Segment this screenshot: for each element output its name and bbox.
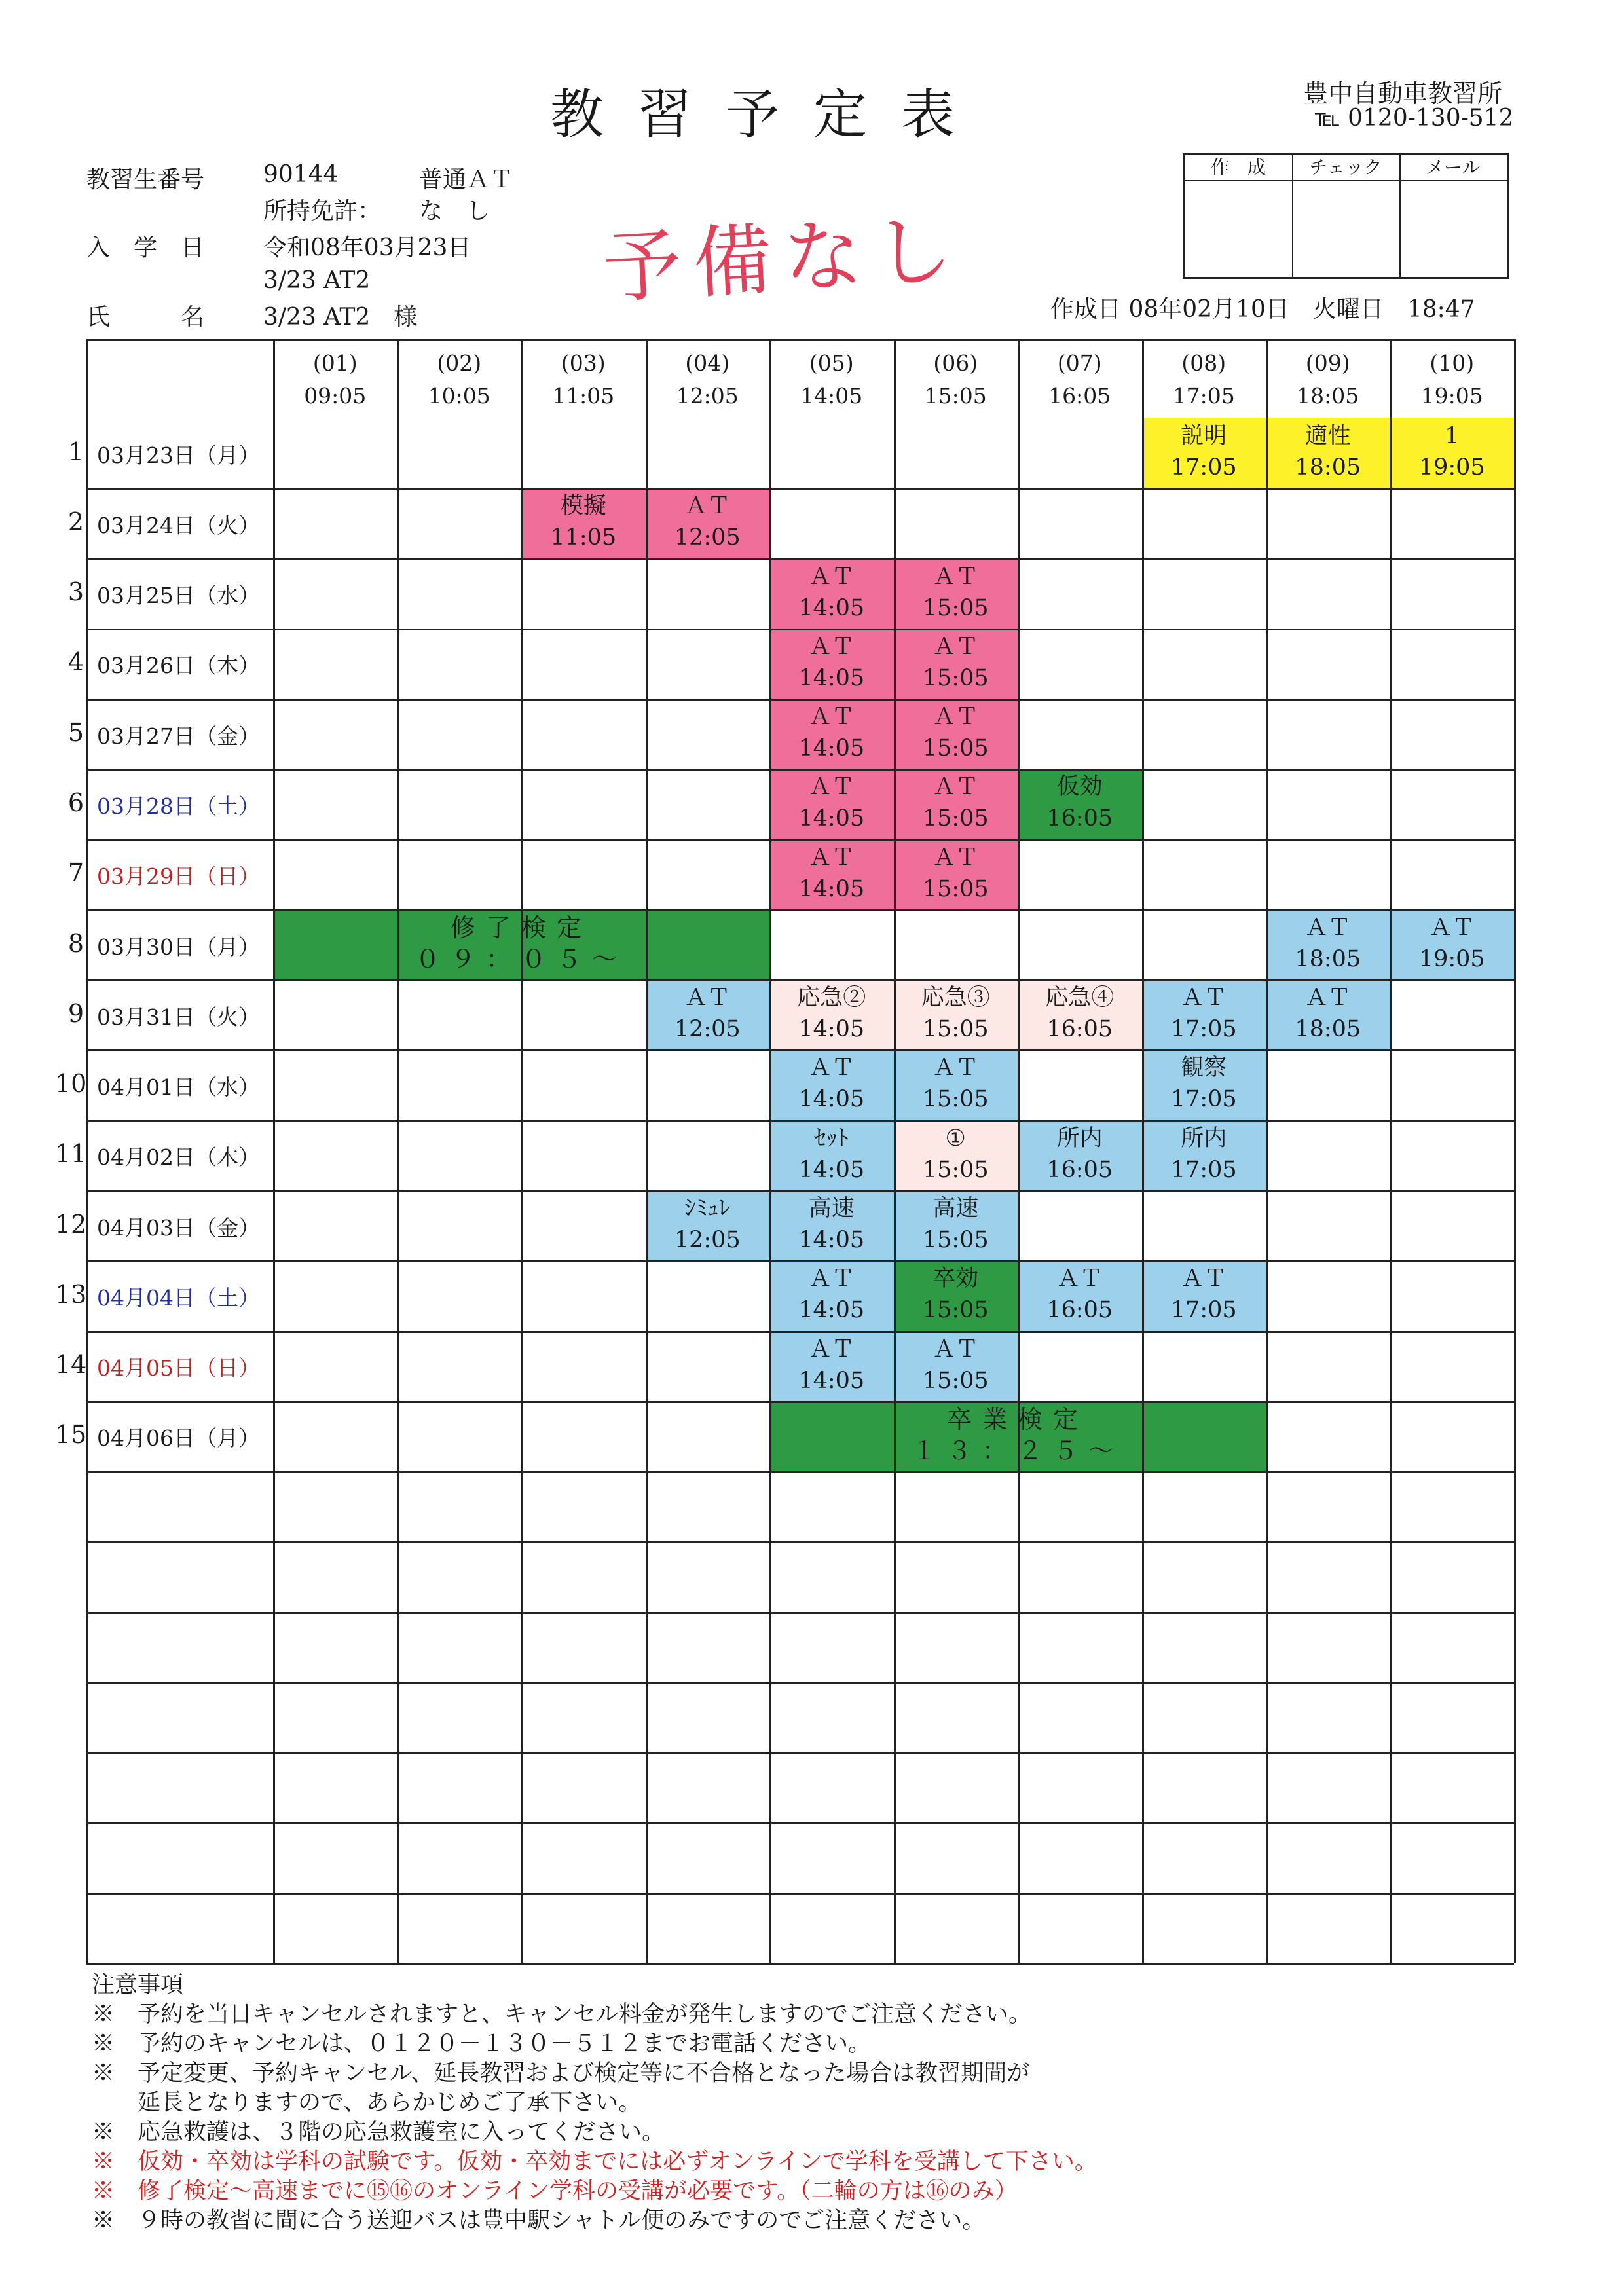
lesson-cell[interactable]: [894, 558, 1018, 629]
row-number: 8: [67, 928, 84, 958]
lesson-cell[interactable]: [894, 1190, 1018, 1260]
lesson-label: ＡＴ: [684, 493, 731, 520]
name-label: 氏 名: [86, 304, 205, 331]
lesson-time: 19:05: [1418, 945, 1485, 972]
lesson-label: ＡＴ: [932, 563, 979, 590]
period-number: (06): [933, 350, 978, 376]
lesson-label: ＡＴ: [1181, 1266, 1227, 1292]
row-number: 9: [67, 998, 84, 1028]
lesson-time: 18:05: [1295, 454, 1361, 481]
exam-title: 卒業検定: [946, 1404, 1088, 1434]
lesson-label: 説明: [1181, 423, 1227, 449]
period-header: [894, 347, 1018, 412]
lesson-time: 15:05: [922, 1156, 989, 1183]
period-time: 11:05: [552, 383, 615, 409]
period-number: (01): [312, 350, 358, 376]
row-number: 10: [55, 1069, 87, 1099]
lesson-label: 高速: [808, 1195, 855, 1222]
lesson-label: ＡＴ: [808, 844, 855, 871]
lesson-cell[interactable]: [894, 699, 1018, 769]
lesson-cell[interactable]: [1142, 979, 1266, 1049]
lesson-time: 14:05: [798, 1227, 865, 1253]
grid-line: [1266, 339, 1268, 1963]
row-number: 12: [55, 1209, 87, 1239]
period-header: [1142, 347, 1266, 412]
grid-line: [86, 629, 1514, 630]
lesson-label: 卒効: [932, 1266, 979, 1292]
row-date: 03月31日（火）: [97, 1004, 260, 1030]
row-date: 03月27日（金）: [97, 723, 260, 749]
lesson-time: 15:05: [922, 875, 989, 902]
row-date: 04月01日（水）: [97, 1074, 260, 1101]
lesson-time: 17:05: [1170, 1016, 1237, 1043]
lesson-time: 14:05: [798, 1297, 865, 1324]
period-number: (03): [561, 350, 606, 376]
lesson-cell[interactable]: [894, 629, 1018, 699]
lesson-time: 15:05: [922, 1367, 989, 1394]
note-line: ※ 応急救護は、３階の応急救護室に入ってください。: [92, 2119, 665, 2145]
lesson-time: 15:05: [922, 1297, 989, 1324]
row-date: 04月02日（木）: [97, 1144, 260, 1171]
period-number: (05): [809, 350, 854, 376]
row-date: 04月05日（日）: [97, 1355, 260, 1381]
grid-line: [894, 339, 896, 1963]
period-time: 15:05: [924, 383, 987, 409]
grid-line: [86, 1893, 1514, 1895]
lesson-cell[interactable]: [521, 488, 646, 558]
lesson-time: 14:05: [798, 875, 865, 902]
lesson-cell[interactable]: [894, 839, 1018, 909]
created-date: 作成日 08年02月10日 火曜日 18:47: [1050, 296, 1475, 323]
lesson-cell[interactable]: [894, 769, 1018, 839]
lesson-label: ｾｯﾄ: [814, 1125, 849, 1152]
period-time: 17:05: [1172, 383, 1235, 409]
period-number: (07): [1057, 350, 1102, 376]
lesson-label: 応急②: [797, 985, 866, 1011]
lesson-cell[interactable]: [1390, 909, 1515, 979]
lesson-time: 15:05: [922, 1227, 989, 1253]
lesson-label: ＡＴ: [932, 844, 979, 871]
row-number: 1: [67, 437, 84, 466]
grid-line: [86, 1471, 1514, 1473]
lesson-time: 14:05: [798, 594, 865, 621]
lesson-time: 16:05: [1046, 1016, 1113, 1043]
row-number: 15: [55, 1420, 87, 1449]
grid-line: [86, 1190, 1514, 1192]
note-line: 延長となりますので、あらかじめご了承下さい。: [92, 2090, 642, 2116]
lesson-cell[interactable]: [894, 1049, 1018, 1120]
enroll-date: 令和08年03月23日: [263, 234, 471, 261]
note-line: ※ 予約のキャンセルは、０１２０－１３０－５１２までお電話ください。: [92, 2031, 872, 2057]
note-line-caution: ※ 仮効・卒効は学科の試験です。仮効・卒効までには必ずオンラインで学科を受講して下さい。: [92, 2149, 1098, 2175]
lesson-cell[interactable]: [1018, 769, 1142, 839]
grid-line: [86, 769, 1514, 771]
grid-line: [521, 339, 523, 1963]
lesson-label: ＡＴ: [1181, 985, 1227, 1011]
lesson-cell[interactable]: [646, 1190, 770, 1260]
grid-line: [86, 1541, 1514, 1543]
lesson-time: 14:05: [798, 1367, 865, 1394]
notes-section: [92, 1971, 1098, 2236]
lesson-label: ＡＴ: [808, 704, 855, 731]
lesson-label: 1: [1445, 423, 1460, 449]
lesson-label: ｼﾐｭﾚ: [684, 1195, 731, 1222]
course-type: 普通ＡＴ: [419, 166, 514, 193]
lesson-label: ＡＴ: [932, 704, 979, 731]
period-number: (10): [1430, 350, 1475, 376]
period-time: 09:05: [304, 383, 367, 409]
grid-line: [86, 1049, 1514, 1051]
enroll-date-label: 入 学 日: [86, 234, 205, 261]
schedule-table: [55, 339, 1514, 1963]
lesson-label: 所内: [1181, 1125, 1227, 1152]
row-number: 5: [67, 718, 84, 747]
lesson-label: 応急④: [1045, 985, 1115, 1011]
school-phone: ℡ 0120-130-512: [1315, 105, 1514, 132]
period-header: [1018, 347, 1142, 412]
period-number: (02): [437, 350, 482, 376]
period-header: [521, 347, 646, 412]
row-date: 03月25日（水）: [97, 583, 260, 609]
period-header: [397, 347, 522, 412]
grid-line: [86, 979, 1514, 981]
lesson-time: 12:05: [674, 524, 741, 551]
grid-line: [86, 339, 1514, 341]
lesson-time: 14:05: [798, 805, 865, 832]
row-date: 03月28日（土）: [97, 793, 260, 819]
page-title: 教習予定表: [550, 84, 989, 146]
lesson-label: 模擬: [560, 493, 606, 520]
lesson-label: ＡＴ: [932, 774, 979, 801]
grid-line: [86, 1331, 1514, 1333]
grid-line: [86, 1401, 1514, 1403]
lesson-time: 14:05: [798, 735, 865, 762]
period-time: 12:05: [676, 383, 739, 409]
row-date: 03月29日（日）: [97, 864, 260, 890]
lesson-label: 応急③: [921, 985, 990, 1011]
note-line: ※ 予定変更、予約キャンセル、延長教習および検定等に不合格となった場合は教習期間が: [92, 2060, 1030, 2086]
lesson-label: ＡＴ: [1304, 985, 1351, 1011]
lesson-label: 適性: [1304, 423, 1351, 449]
lesson-cell[interactable]: [894, 1331, 1018, 1401]
grid-line: [86, 558, 1514, 560]
license-label: 所持免許：: [263, 198, 382, 225]
exam-title: 修了検定: [450, 913, 592, 942]
grid-line: [86, 1260, 1514, 1262]
lesson-cell[interactable]: [894, 1260, 1018, 1330]
lesson-time: 15:05: [922, 594, 989, 621]
lesson-cell[interactable]: [769, 1049, 894, 1120]
period-number: (09): [1305, 350, 1350, 376]
lesson-label: ＡＴ: [932, 633, 979, 660]
lesson-time: 14:05: [798, 1086, 865, 1113]
lesson-time: 15:05: [922, 805, 989, 832]
period-header: [769, 347, 894, 412]
row-date: 03月26日（木）: [97, 653, 260, 679]
period-time: 16:05: [1048, 383, 1111, 409]
lesson-cell[interactable]: [646, 488, 770, 558]
lesson-label: ＡＴ: [932, 1336, 979, 1362]
handwritten-note: 予備なし: [600, 204, 967, 315]
row-number: 6: [67, 788, 84, 817]
lesson-time: 15:05: [922, 735, 989, 762]
lesson-time: 19:05: [1418, 454, 1485, 481]
period-time: 10:05: [428, 383, 490, 409]
lesson-label: ＡＴ: [1429, 914, 1475, 941]
stamp-divider: [1399, 155, 1401, 277]
period-header: [1266, 347, 1390, 412]
lesson-cell[interactable]: [769, 1331, 894, 1401]
grid-line: [86, 909, 1514, 911]
student-name: 3/23 AT2 様: [263, 304, 418, 331]
row-number: 14: [55, 1350, 87, 1379]
lesson-label: 観察: [1181, 1055, 1227, 1082]
lesson-label: ＡＴ: [808, 1266, 855, 1292]
row-number: 11: [55, 1139, 87, 1169]
grid-line: [86, 839, 1514, 841]
lesson-time: 17:05: [1170, 1086, 1237, 1113]
lesson-cell[interactable]: [1142, 1049, 1266, 1120]
lesson-time: 18:05: [1295, 1016, 1361, 1043]
lesson-cell[interactable]: [769, 558, 894, 629]
lesson-label: ＡＴ: [932, 1055, 979, 1082]
stamp-label-mail: メール: [1399, 155, 1507, 181]
lesson-label: ＡＴ: [808, 1336, 855, 1362]
stamp-divider: [1292, 155, 1293, 277]
row-number: 13: [55, 1279, 87, 1309]
lesson-cell[interactable]: [769, 979, 894, 1049]
grid-line: [646, 339, 648, 1963]
period-header: [273, 347, 397, 412]
lesson-time: 16:05: [1046, 1297, 1113, 1324]
grid-line: [86, 1752, 1514, 1754]
grid-line: [86, 1612, 1514, 1614]
lesson-time: 15:05: [922, 1016, 989, 1043]
grid-line: [1390, 339, 1392, 1963]
grid-line: [86, 339, 88, 1963]
period-time: 19:05: [1420, 383, 1483, 409]
lesson-cell[interactable]: [1142, 418, 1266, 488]
row-date: 03月24日（火）: [97, 512, 260, 538]
exam-time: ０９：０５～: [415, 944, 627, 974]
student-number-label: 教習生番号: [86, 166, 205, 193]
grid-line: [86, 488, 1514, 490]
lesson-cell[interactable]: [894, 1120, 1018, 1190]
lesson-time: 14:05: [798, 665, 865, 691]
note-line: ※ ９時の教習に間に合う送迎バスは豊中駅シャトル便のみですのでご注意ください。: [92, 2208, 986, 2234]
student-number: 90144: [263, 161, 339, 188]
grid-line: [1018, 339, 1020, 1963]
row-number: 3: [67, 577, 84, 607]
lesson-cell[interactable]: [1018, 1260, 1142, 1330]
lesson-cell[interactable]: [1390, 418, 1515, 488]
period-header: [1390, 347, 1515, 412]
grid-line: [86, 699, 1514, 701]
row-number: 2: [67, 507, 84, 536]
lesson-cell[interactable]: [1266, 979, 1390, 1049]
lesson-cell[interactable]: [1018, 1120, 1142, 1190]
lesson-label: ＡＴ: [684, 985, 731, 1011]
notes-heading: 注意事項: [92, 1972, 184, 1998]
lesson-cell[interactable]: [1266, 418, 1390, 488]
grid-line: [86, 1963, 1514, 1965]
grid-line: [86, 1682, 1514, 1684]
lesson-time: 11:05: [550, 524, 617, 551]
lesson-time: 16:05: [1046, 1156, 1113, 1183]
row-number: 7: [67, 858, 84, 888]
row-date: 03月30日（月）: [97, 934, 260, 960]
lesson-label: ＡＴ: [1304, 914, 1351, 941]
grid-line: [397, 339, 399, 1963]
student-extra: 3/23 AT2: [263, 267, 371, 294]
exam-time: １３：２５～: [911, 1436, 1124, 1465]
lesson-cell[interactable]: [646, 979, 770, 1049]
lesson-cell[interactable]: [1266, 909, 1390, 979]
lesson-time: 14:05: [798, 1016, 865, 1043]
grid-line: [1142, 339, 1144, 1963]
row-date: 03月23日（月）: [97, 442, 260, 468]
period-number: (08): [1181, 350, 1227, 376]
stamp-label-created: 作 成: [1185, 155, 1292, 181]
lesson-cell[interactable]: [1018, 979, 1142, 1049]
grid-line: [1514, 339, 1516, 1963]
lesson-time: 17:05: [1170, 1156, 1237, 1183]
lesson-cell[interactable]: [769, 1190, 894, 1260]
lesson-label: ＡＴ: [1056, 1266, 1103, 1292]
row-number: 4: [67, 647, 84, 677]
lesson-cell[interactable]: [769, 699, 894, 769]
lesson-time: 15:05: [922, 665, 989, 691]
lesson-label: ＡＴ: [808, 774, 855, 801]
lesson-cell[interactable]: [769, 769, 894, 839]
lesson-label: ＡＴ: [808, 633, 855, 660]
row-date: 04月04日（土）: [97, 1285, 260, 1311]
lesson-cell[interactable]: [894, 979, 1018, 1049]
lesson-label: 仮効: [1056, 774, 1103, 801]
grid-line: [86, 1822, 1514, 1824]
note-line-caution: ※ 修了検定～高速までに⑮⑯のオンライン学科の受講が必要です。（二輪の方は⑯のみ）: [92, 2178, 1018, 2204]
period-time: 18:05: [1297, 383, 1359, 409]
period-number: (04): [685, 350, 730, 376]
lesson-label: ＡＴ: [808, 563, 855, 590]
lesson-cell[interactable]: [1142, 1120, 1266, 1190]
note-line: ※ 予約を当日キャンセルされますと、キャンセル料金が発生しますのでご注意ください。: [92, 2001, 1032, 2028]
school-name: 豊中自動車教習所: [1303, 79, 1503, 108]
lesson-label: ①: [945, 1125, 966, 1152]
lesson-cell[interactable]: [769, 839, 894, 909]
lesson-label: 所内: [1056, 1125, 1103, 1152]
lesson-cell[interactable]: [769, 629, 894, 699]
lesson-time: 12:05: [674, 1016, 741, 1043]
lesson-cell[interactable]: [1142, 1260, 1266, 1330]
grid-line: [769, 339, 771, 1963]
lesson-cell[interactable]: [769, 1120, 894, 1190]
lesson-cell[interactable]: [769, 1260, 894, 1330]
lesson-time: 16:05: [1046, 805, 1113, 832]
lesson-time: 17:05: [1170, 454, 1237, 481]
stamp-label-check: チェック: [1292, 155, 1399, 181]
lesson-time: 15:05: [922, 1086, 989, 1113]
license-value: な し: [419, 198, 490, 225]
period-header: [646, 347, 770, 412]
lesson-time: 14:05: [798, 1156, 865, 1183]
stamp-box: [1183, 153, 1509, 279]
grid-line: [86, 1120, 1514, 1122]
lesson-time: 17:05: [1170, 1297, 1237, 1324]
row-date: 04月03日（金）: [97, 1214, 260, 1241]
row-date: 04月06日（月）: [97, 1425, 260, 1451]
lesson-label: ＡＴ: [808, 1055, 855, 1082]
lesson-time: 18:05: [1295, 945, 1361, 972]
period-time: 14:05: [800, 383, 863, 409]
lesson-label: 高速: [932, 1195, 979, 1222]
grid-line: [273, 339, 275, 1963]
lesson-time: 12:05: [674, 1227, 741, 1253]
